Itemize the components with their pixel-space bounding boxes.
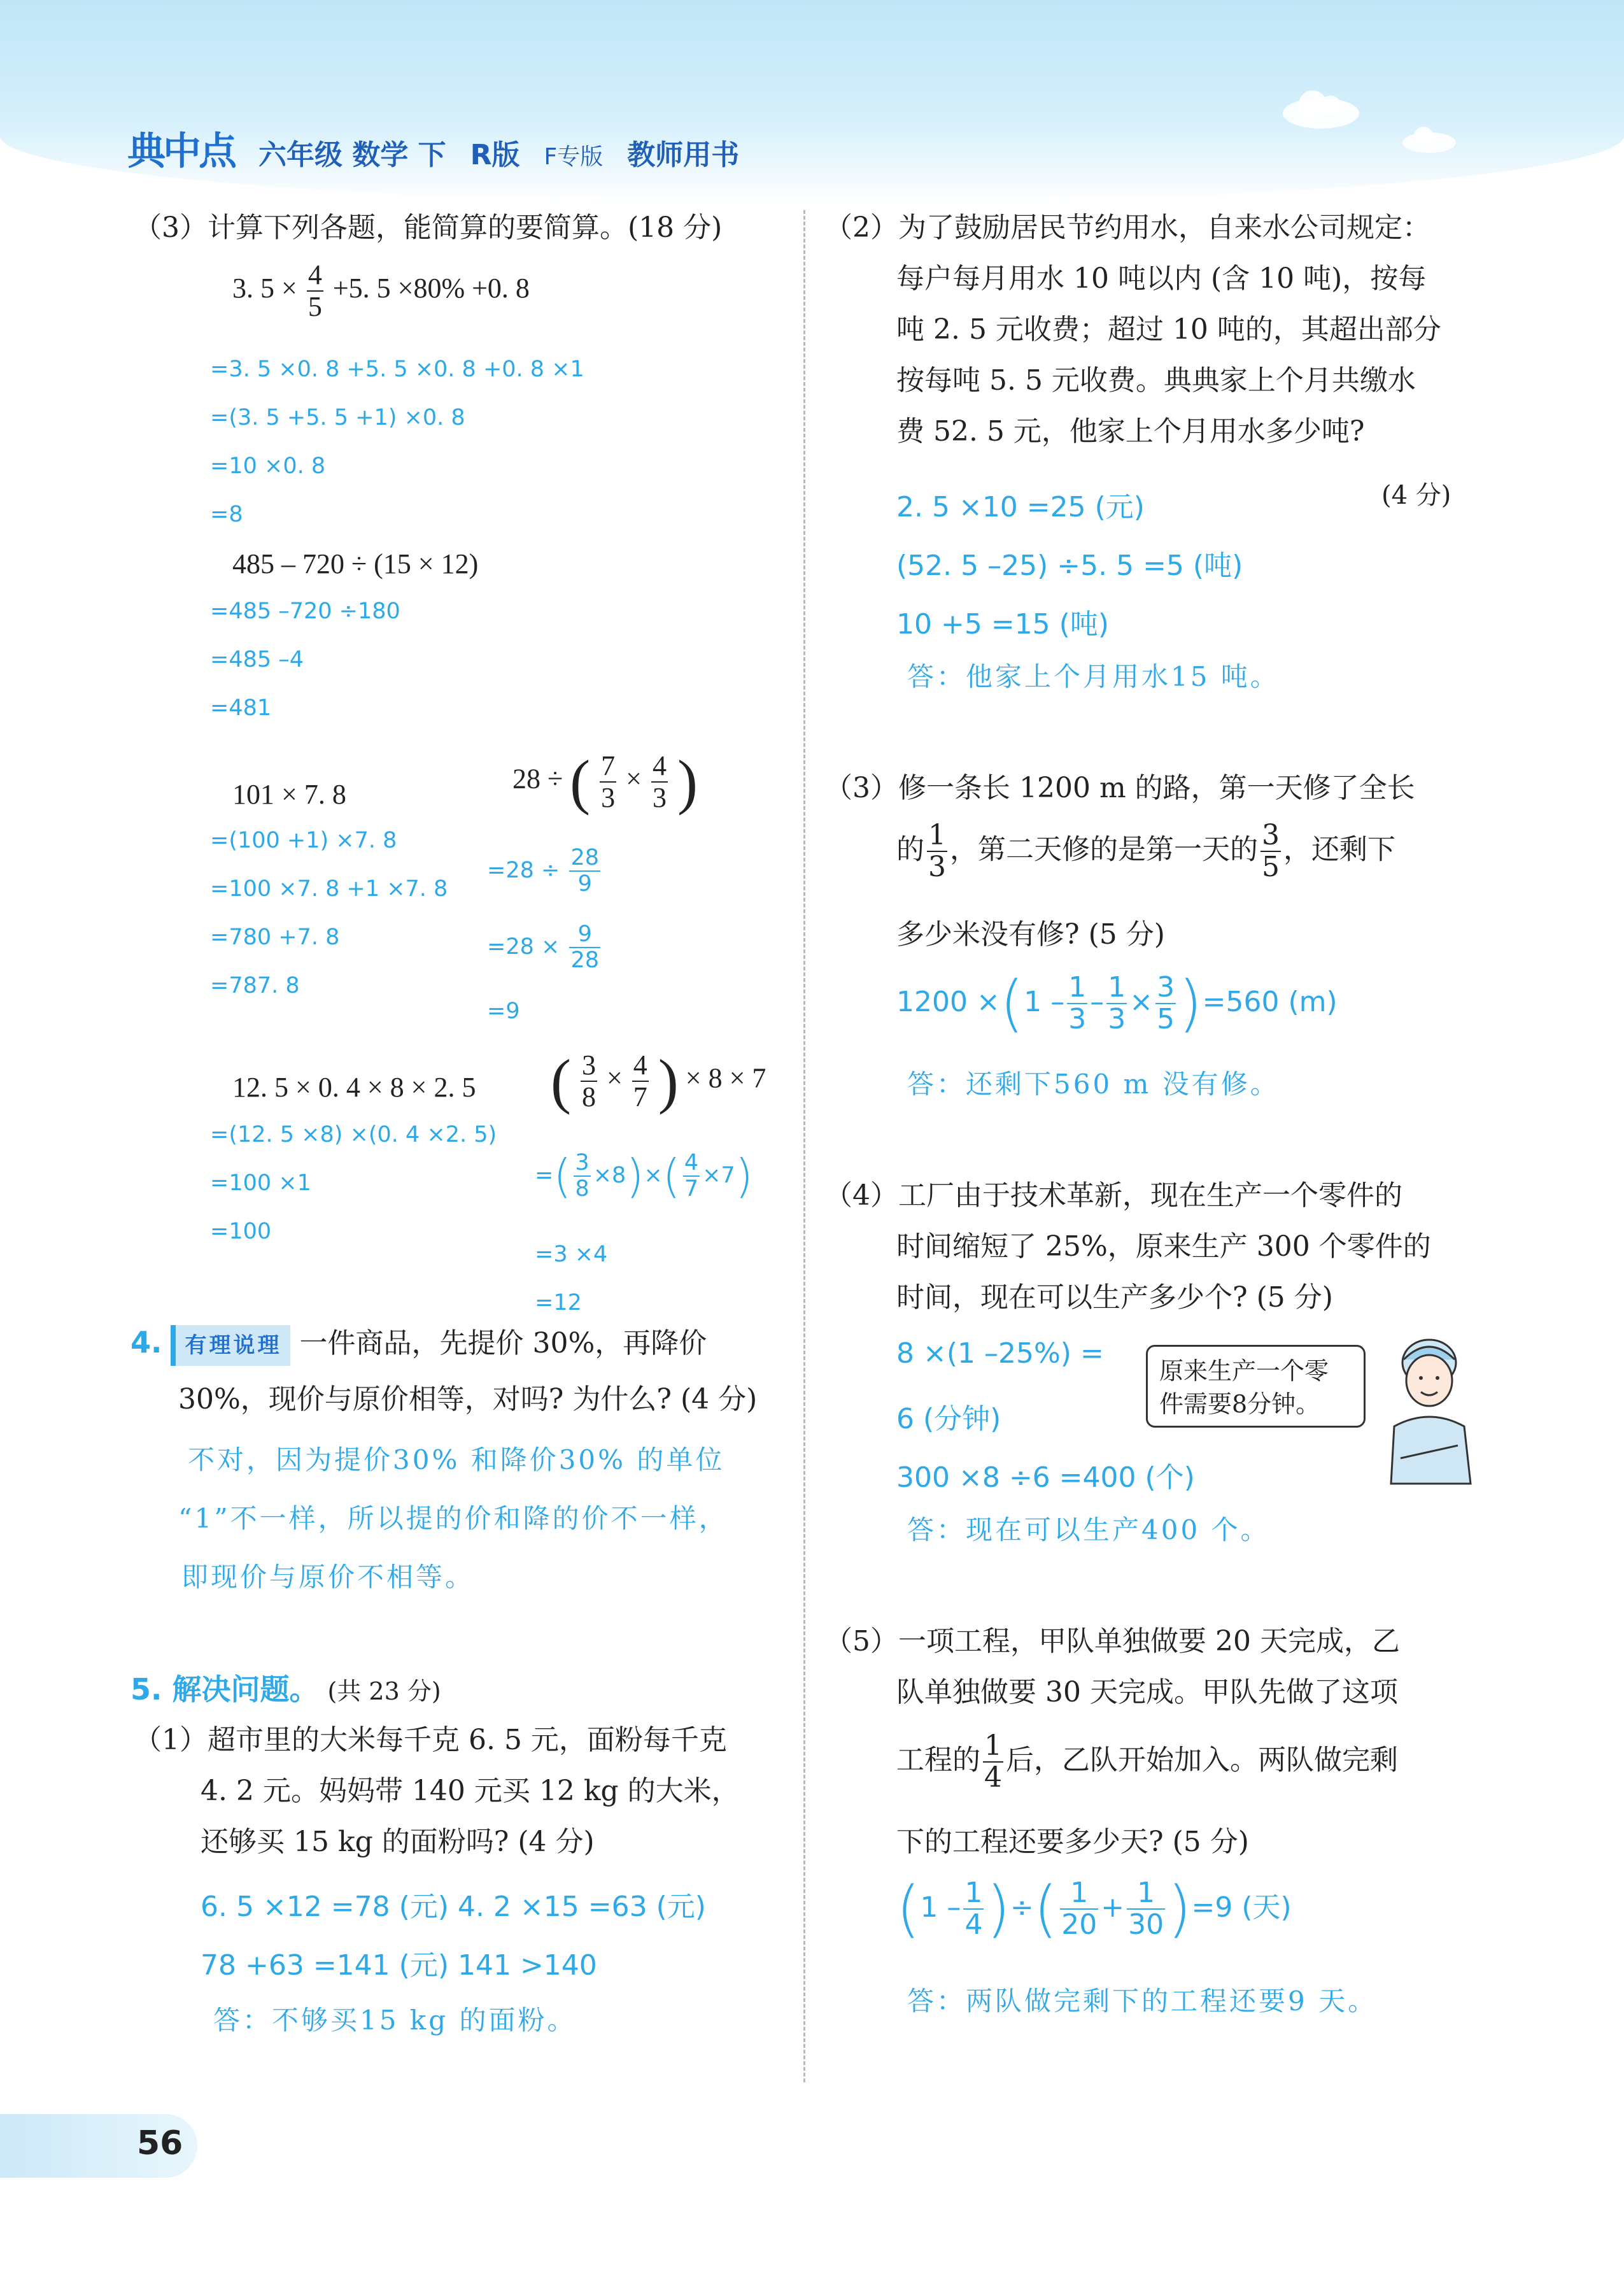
column-divider xyxy=(803,210,805,2082)
p4-answer: 8 ×(1 –25%) = xyxy=(896,1337,1104,1370)
step: =3. 5 ×0. 8 +5. 5 ×0. 8 +0. 8 ×1 xyxy=(210,357,584,382)
paren: ) xyxy=(677,748,698,816)
p2-points: (4 分) xyxy=(1381,481,1451,510)
step: =8 xyxy=(210,502,243,527)
fraction xyxy=(963,1879,984,1939)
fraction xyxy=(651,749,668,813)
expr-2: 485 – 720 ÷ (15 × 12) xyxy=(232,548,479,579)
denominator: 28 xyxy=(570,948,600,973)
expr-1-pre: 3. 5 × xyxy=(232,273,297,304)
fraction xyxy=(1067,971,1087,1035)
q3-title: （3）计算下列各题，能简算的要简算。(18 分) xyxy=(134,211,723,244)
fraction xyxy=(1155,971,1176,1035)
header-edition: R版 xyxy=(470,139,520,171)
p5-answer xyxy=(896,1873,1292,1945)
text: ，还剩下 xyxy=(1283,833,1395,866)
text: =560 (m) xyxy=(1202,986,1338,1018)
denominator: 8 xyxy=(581,1081,596,1112)
step-part: ×7 xyxy=(702,1163,735,1188)
step-pre: =28 × xyxy=(487,934,560,960)
fraction xyxy=(1106,971,1127,1035)
denominator: 3 xyxy=(1068,1003,1087,1035)
fraction xyxy=(1127,1879,1165,1939)
q5-points: (共 23 分) xyxy=(327,1677,441,1705)
fraction xyxy=(1260,821,1281,881)
p2-answer: 答：他家上个月用水15 吨。 xyxy=(907,661,1280,692)
p3-line: （3）修一条长 1200 m 的路，第一天修了全长 xyxy=(824,772,1415,804)
expr-4-pre: 28 ÷ xyxy=(512,763,563,795)
header-title: 六年级 数学 下 xyxy=(258,139,446,171)
p2-line: 每户每月用水 10 吨以内 (含 10 吨)，按每 xyxy=(896,262,1427,295)
numerator: 3 xyxy=(575,1150,590,1175)
paren: ( xyxy=(553,1149,572,1203)
page-number: 56 xyxy=(137,2124,183,2162)
step: =3 ×4 xyxy=(535,1242,608,1267)
step: =10 ×0. 8 xyxy=(210,453,326,479)
step-part: × xyxy=(644,1163,663,1188)
step: =(12. 5 ×8) ×(0. 4 ×2. 5) xyxy=(210,1122,497,1147)
header-special: F专版 xyxy=(544,144,604,170)
q4-line-2: 30%，现价与原价相等，对吗? 为什么? (4 分) xyxy=(178,1383,758,1416)
denominator: 5 xyxy=(1157,1003,1175,1035)
p3-line xyxy=(896,821,1395,881)
denominator: 4 xyxy=(984,1761,1002,1794)
text: =9 (天) xyxy=(1191,1891,1292,1924)
denominator: 9 xyxy=(577,871,592,897)
numerator: 4 xyxy=(684,1150,699,1175)
p2-answer: (52. 5 –25) ÷5. 5 =5 (吨) xyxy=(896,550,1243,582)
paren: ) xyxy=(735,1149,753,1203)
fraction xyxy=(581,1051,597,1111)
expr-6: ( $\frac{3}{8}$ × $\frac{4}{7}$ ) × 8 × 7 xyxy=(551,1047,766,1115)
q4-answer: “1”不一样，所以提的价和降的价不一样， xyxy=(178,1503,728,1534)
q4-text: 一件商品，先提价 30%，再降价 xyxy=(299,1327,707,1360)
q5-p1-line: 4. 2 元。妈妈带 140 元买 12 kg 的大米， xyxy=(201,1775,740,1807)
fraction xyxy=(927,821,947,881)
step: =485 –4 xyxy=(210,647,304,672)
denominator: 7 xyxy=(684,1176,699,1202)
paren: ( xyxy=(570,748,591,816)
denominator: 20 xyxy=(1061,1908,1098,1941)
fraction xyxy=(683,1152,700,1200)
q4-line-1 xyxy=(131,1324,707,1366)
denominator: 3 xyxy=(928,851,946,883)
q5-p1-line: （1）超市里的大米每千克 6. 5 元，面粉每千克 xyxy=(134,1724,727,1756)
step: =(100 +1) ×7. 8 xyxy=(210,828,397,853)
fraction xyxy=(983,1729,1003,1794)
numerator: 7 xyxy=(601,749,616,781)
paren: ( xyxy=(662,1149,681,1203)
numerator: 1 xyxy=(1060,1879,1098,1910)
p4-line: 时间，现在可以生产多少个? (5 分) xyxy=(896,1281,1333,1314)
step: =787. 8 xyxy=(210,973,300,998)
denominator: 5 xyxy=(1262,851,1280,883)
paren: ( xyxy=(551,1047,571,1115)
p5-answer: 答：两队做完剩下的工程还要9 天。 xyxy=(907,1985,1378,2017)
text: 1 – xyxy=(920,1891,961,1924)
p4-answer: 答：现在可以生产400 个。 xyxy=(907,1514,1270,1545)
numerator: 1 xyxy=(984,1729,1002,1762)
denominator: 3 xyxy=(652,781,667,813)
expr-3: 101 × 7. 8 xyxy=(232,779,346,810)
bubble-line: 原来生产一个零 xyxy=(1159,1357,1329,1385)
q5-heading: 5. 解决问题。 xyxy=(131,1672,319,1707)
q4-answer: 不对，因为提价30% 和降价30% 的单位 xyxy=(188,1444,725,1475)
bubble-line: 件需要8分钟。 xyxy=(1159,1390,1320,1418)
numerator: 1 xyxy=(1108,971,1126,1004)
p2-line: 费 52. 5 元，他家上个月用水多少吨? xyxy=(896,415,1365,448)
text: 工程的 xyxy=(896,1743,980,1777)
step: =(3. 5 +5. 5 +1) ×0. 8 xyxy=(210,405,465,430)
numerator: 3 xyxy=(1157,971,1175,1004)
text: – xyxy=(1090,986,1105,1018)
q4-answer: 即现价与原价不相等。 xyxy=(181,1561,475,1593)
step: =100 ×1 xyxy=(210,1170,311,1196)
expr-5: 12. 5 × 0. 4 × 8 × 2. 5 xyxy=(232,1072,476,1103)
fraction xyxy=(574,1152,590,1200)
p5-line xyxy=(896,1729,1398,1794)
denominator: 7 xyxy=(633,1081,647,1112)
q5-p1-answer: 答：不够买15 kg 的面粉。 xyxy=(213,2005,577,2036)
paren: ( xyxy=(896,1873,921,1945)
text: 后，乙队开始加入。两队做完剩 xyxy=(1006,1743,1398,1777)
expr-1 xyxy=(232,261,530,321)
page-number-tab xyxy=(0,2114,197,2178)
numerator: 1 xyxy=(964,1877,983,1909)
step xyxy=(487,847,603,895)
cloud-icon xyxy=(1401,121,1458,157)
q4-tag: 有理说理 xyxy=(171,1325,290,1366)
p4-line: （4）工厂由于技术革新，现在生产一个零件的 xyxy=(824,1179,1402,1212)
p3-line: 多少米没有修? (5 分) xyxy=(896,918,1165,951)
p5-line: 下的工程还要多少天? (5 分) xyxy=(896,1826,1249,1858)
cloud-icon xyxy=(1280,83,1362,134)
paren: ) xyxy=(658,1047,679,1115)
numerator: 1 xyxy=(1127,1879,1165,1910)
numerator: 3 xyxy=(581,1049,596,1081)
numerator: 3 xyxy=(1262,819,1280,851)
denominator: 3 xyxy=(1108,1003,1126,1035)
p3-answer: 答：还剩下560 m 没有修。 xyxy=(907,1069,1280,1100)
p5-line: 队单独做要 30 天完成。甲队先做了这项 xyxy=(896,1676,1398,1708)
step: =100 ×7. 8 +1 ×7. 8 xyxy=(210,876,448,902)
fraction xyxy=(569,923,600,972)
p2-line: （2）为了鼓励居民节约用水，自来水公司规定： xyxy=(824,211,1430,244)
text: + xyxy=(1101,1891,1125,1924)
q4-number: 4. xyxy=(131,1325,162,1360)
numerator: 1 xyxy=(928,819,946,851)
numerator: 4 xyxy=(652,749,667,781)
denominator: 30 xyxy=(1128,1908,1164,1941)
step: =9 xyxy=(487,998,520,1024)
paren: ) xyxy=(986,1873,1010,1945)
text: 1200 × xyxy=(896,986,1000,1018)
numerator: 4 xyxy=(633,1049,647,1081)
p4-line: 时间缩短了 25%，原来生产 300 个零件的 xyxy=(896,1230,1431,1263)
book-header xyxy=(127,121,739,176)
text: ，第二天修的是第一天的 xyxy=(950,833,1258,866)
q5-title xyxy=(131,1672,441,1709)
step: =485 –720 ÷180 xyxy=(210,599,400,624)
paren: ( xyxy=(999,968,1024,1039)
paren: ) xyxy=(1168,1873,1192,1945)
numerator: 28 xyxy=(570,845,600,870)
paren: ) xyxy=(626,1149,644,1203)
text: 的 xyxy=(896,833,924,866)
step: =100 xyxy=(210,1219,272,1244)
step: =481 xyxy=(210,695,272,721)
speech-bubble xyxy=(1146,1345,1366,1428)
p5-line: （5）一项工程，甲队单独做要 20 天完成，乙 xyxy=(824,1625,1400,1658)
expr-1-post: +5. 5 ×80% +0. 8 xyxy=(332,273,530,304)
fraction xyxy=(1060,1879,1098,1939)
worker-illustration-icon xyxy=(1375,1331,1477,1490)
paren: ) xyxy=(1178,968,1203,1039)
fraction xyxy=(632,1051,649,1111)
header-book: 教师用书 xyxy=(627,139,740,171)
p2-answer: 2. 5 ×10 =25 (元) xyxy=(896,491,1145,523)
text: × xyxy=(1129,986,1154,1018)
paren: ( xyxy=(1033,1873,1058,1945)
p2-line: 按每吨 5. 5 元收费。典典家上个月共缴水 xyxy=(896,364,1416,397)
p2-line: 吨 2. 5 元收费；超过 10 吨的，其超出部分 xyxy=(896,313,1441,346)
denominator: 8 xyxy=(575,1176,590,1202)
denominator: 3 xyxy=(601,781,616,813)
step-pre: =28 ÷ xyxy=(487,858,560,883)
step: =12 xyxy=(535,1290,582,1316)
step: =( $\frac{3}{8}$ ×8)×( $\frac{4}{7}$ ×7) xyxy=(535,1149,753,1203)
denominator: 4 xyxy=(964,1908,983,1941)
numerator: 9 xyxy=(569,923,600,948)
denominator: 5 xyxy=(307,291,322,322)
step-part: ×8 xyxy=(593,1163,626,1188)
text: 1 – xyxy=(1024,986,1065,1018)
q5-p1-answer: 78 +63 =141 (元) 141 >140 xyxy=(201,1949,597,1982)
p4-answer: 6 (分钟) xyxy=(896,1403,1001,1435)
expr-6-post: × 8 × 7 xyxy=(685,1062,766,1094)
logo: 典中点 xyxy=(127,129,234,174)
fraction xyxy=(307,261,323,321)
q5-p1-answer: 6. 5 ×12 =78 (元) 4. 2 ×15 =63 (元) xyxy=(201,1891,706,1923)
step: =780 +7. 8 xyxy=(210,925,340,950)
p2-answer: 10 +5 =15 (吨) xyxy=(896,608,1109,641)
numerator: 4 xyxy=(307,259,322,290)
fraction xyxy=(600,749,616,813)
p4-answer: 300 ×8 ÷6 =400 (个) xyxy=(896,1461,1195,1494)
numerator: 1 xyxy=(1068,971,1087,1004)
expr-4: 28 ÷ ( $\frac{7}{3}$ × $\frac{4}{3}$ ) xyxy=(512,748,698,816)
q5-p1-line: 还够买 15 kg 的面粉吗? (4 分) xyxy=(201,1826,595,1858)
step xyxy=(487,923,603,972)
text: ÷ xyxy=(1010,1891,1034,1924)
fraction xyxy=(569,847,600,895)
p3-answer xyxy=(896,968,1338,1039)
